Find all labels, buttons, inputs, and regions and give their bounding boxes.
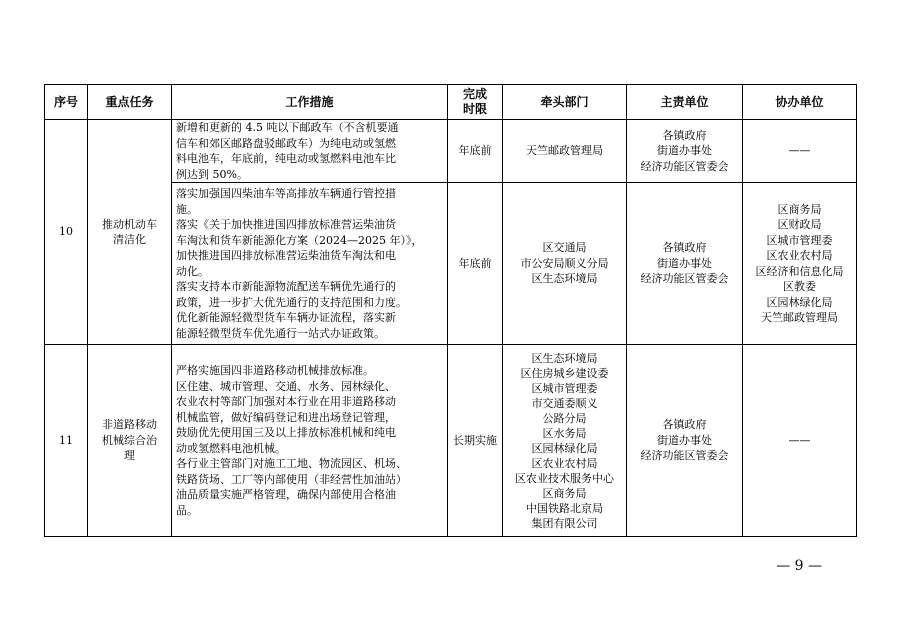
- measure-line: 严格实施国四非道路移动机械排放标准。: [176, 364, 374, 377]
- main-line: 各镇政府: [662, 241, 707, 255]
- row-task-11: [88, 345, 172, 537]
- table-row: [45, 120, 857, 183]
- measure-line: 动或氢燃料电池机械。: [176, 441, 286, 455]
- measure-line: 加快推进国四排放标准营运柴油货车淘汰和电: [176, 249, 396, 262]
- measure-line: 油品质量实施严格管理，确保内部使用合格油: [176, 488, 396, 501]
- header-no: 序号: [45, 85, 88, 120]
- measure-line: 料电池车，年底前，纯电动或氢燃料电池车比: [176, 152, 396, 165]
- lead-line: 区住房城乡建设委: [520, 366, 609, 380]
- measure-line: 落实加强国四柴油车等高排放车辆通行管控措: [176, 187, 396, 200]
- lead-line: 区生态环境局: [531, 351, 598, 365]
- row-lead-11: [503, 345, 627, 537]
- lead-line: 区水务局: [542, 426, 587, 440]
- measure-line: 各行业主管部门对施工工地、物流园区、机场、: [176, 457, 407, 470]
- main-line: 街道办事处: [657, 256, 712, 270]
- measure-line: 新增和更新的 4.5 吨以下邮政车（不含机要通: [176, 121, 399, 134]
- page-number: — 9 —: [776, 558, 822, 574]
- header-assist: 协办单位: [743, 85, 857, 120]
- measure-line: 鼓励优先使用国三及以上排放标准机械和纯电: [176, 426, 396, 439]
- row-main-11: [627, 345, 743, 537]
- assist-line: 天竺邮政管理局: [761, 311, 838, 324]
- header-lead: 牵头部门: [503, 85, 627, 120]
- measure-line: 动化。: [176, 264, 209, 278]
- table-row: [45, 345, 857, 537]
- row-deadline-11: 长期实施: [448, 345, 503, 537]
- lead-line: 中国铁路北京局: [526, 501, 603, 515]
- main-line: 街道办事处: [657, 144, 712, 158]
- lead-line: 区商务局: [542, 486, 587, 500]
- measure-line: 落实《关于加快推进国四排放标准营运柴油货: [176, 218, 396, 231]
- header-task: 重点任务: [88, 85, 172, 120]
- assist-line: 区经济和信息化局: [755, 264, 844, 278]
- main-line: 各镇政府: [662, 128, 707, 142]
- row-lead-b: [503, 183, 627, 345]
- main-line: 各镇政府: [662, 418, 707, 432]
- lead-line: 公路分局: [542, 411, 587, 425]
- assist-line: 区农业农村局: [766, 249, 833, 262]
- row-task-10: [88, 120, 172, 345]
- measure-line: 例达到 50%。: [176, 167, 248, 181]
- row-no-10: 10: [45, 120, 88, 345]
- assist-line: 区商务局: [777, 202, 822, 216]
- lead-line: 集团有限公司: [531, 516, 598, 530]
- lead-line: 市公安局顺义分局: [520, 256, 609, 270]
- main-line: 经济功能区管委会: [640, 449, 729, 463]
- lead-line: 区农业技术服务中心: [515, 471, 614, 485]
- task-line: 理: [124, 449, 135, 463]
- measure-line: 机械监管，做好编码登记和进出场登记管理，: [176, 410, 396, 424]
- main-line: 街道办事处: [657, 433, 712, 447]
- task-line: 非道路移动: [102, 418, 157, 432]
- lead-line: 区生态环境局: [531, 272, 598, 286]
- header-measures: 工作措施: [172, 85, 448, 120]
- measure-line: 能源轻微型货车优先通行一站式办证政策。: [176, 326, 385, 340]
- measure-line: 政策，进一步扩大优先通行的支持范围和力度。: [176, 295, 407, 309]
- measures-table: [44, 84, 857, 537]
- header-deadline: 完成 时限: [448, 85, 503, 120]
- row-main-b: [627, 183, 743, 345]
- measure-line: 品。: [176, 503, 198, 517]
- assist-line: 区城市管理委: [766, 233, 833, 247]
- row-lead-a: [503, 120, 627, 183]
- measure-line: 区住建、城市管理、交通、水务、园林绿化、: [176, 379, 396, 393]
- row-assist-b: [743, 183, 857, 345]
- assist-line: 区园林绿化局: [766, 295, 833, 309]
- header-main: 主责单位: [627, 85, 743, 120]
- lead-line: 区园林绿化局: [531, 441, 598, 455]
- row-no-11: 11: [45, 345, 88, 537]
- lead-line: 天竺邮政管理局: [526, 144, 603, 158]
- row-measures-11: [172, 345, 448, 537]
- lead-line: 区交通局: [542, 241, 587, 255]
- row-assist-a: ——: [743, 120, 857, 183]
- row-main-a: [627, 120, 743, 183]
- row-deadline-a: 年底前: [448, 120, 503, 183]
- measure-line: 优化新能源轻微型货车车辆办证流程，落实新: [176, 311, 396, 324]
- assist-line: 区教委: [783, 280, 816, 293]
- measure-line: 铁路货场、工厂等内部使用（非经营性加油站）: [176, 472, 407, 486]
- measure-line: 落实支持本市新能源物流配送车辆优先通行的: [176, 280, 396, 293]
- lead-line: 区农业农村局: [531, 456, 598, 470]
- task-line: 机械综合治: [102, 433, 157, 447]
- measure-line: 车淘汰和货车新能源化方案（2024—2025 年）》，: [176, 233, 423, 247]
- main-line: 经济功能区管委会: [640, 272, 729, 286]
- row-assist-11: ——: [743, 345, 857, 537]
- lead-line: 市交通委顺义: [531, 396, 598, 410]
- measure-line: 施。: [176, 202, 198, 216]
- task-line: 推动机动车: [102, 217, 157, 231]
- row-measures-a: [172, 120, 448, 183]
- measure-line: 农业农村等部门加强对本行业在用非道路移动: [176, 395, 396, 408]
- main-line: 经济功能区管委会: [640, 159, 729, 173]
- measure-line: 信车和郊区邮路盘驳邮政车）为纯电动或氢燃: [176, 136, 396, 150]
- task-line: 清洁化: [113, 233, 146, 246]
- row-deadline-b: 年底前: [448, 183, 503, 345]
- table-header-row: [45, 85, 857, 120]
- assist-line: 区财政局: [777, 218, 822, 231]
- lead-line: 区城市管理委: [531, 381, 598, 395]
- row-measures-b: [172, 183, 448, 345]
